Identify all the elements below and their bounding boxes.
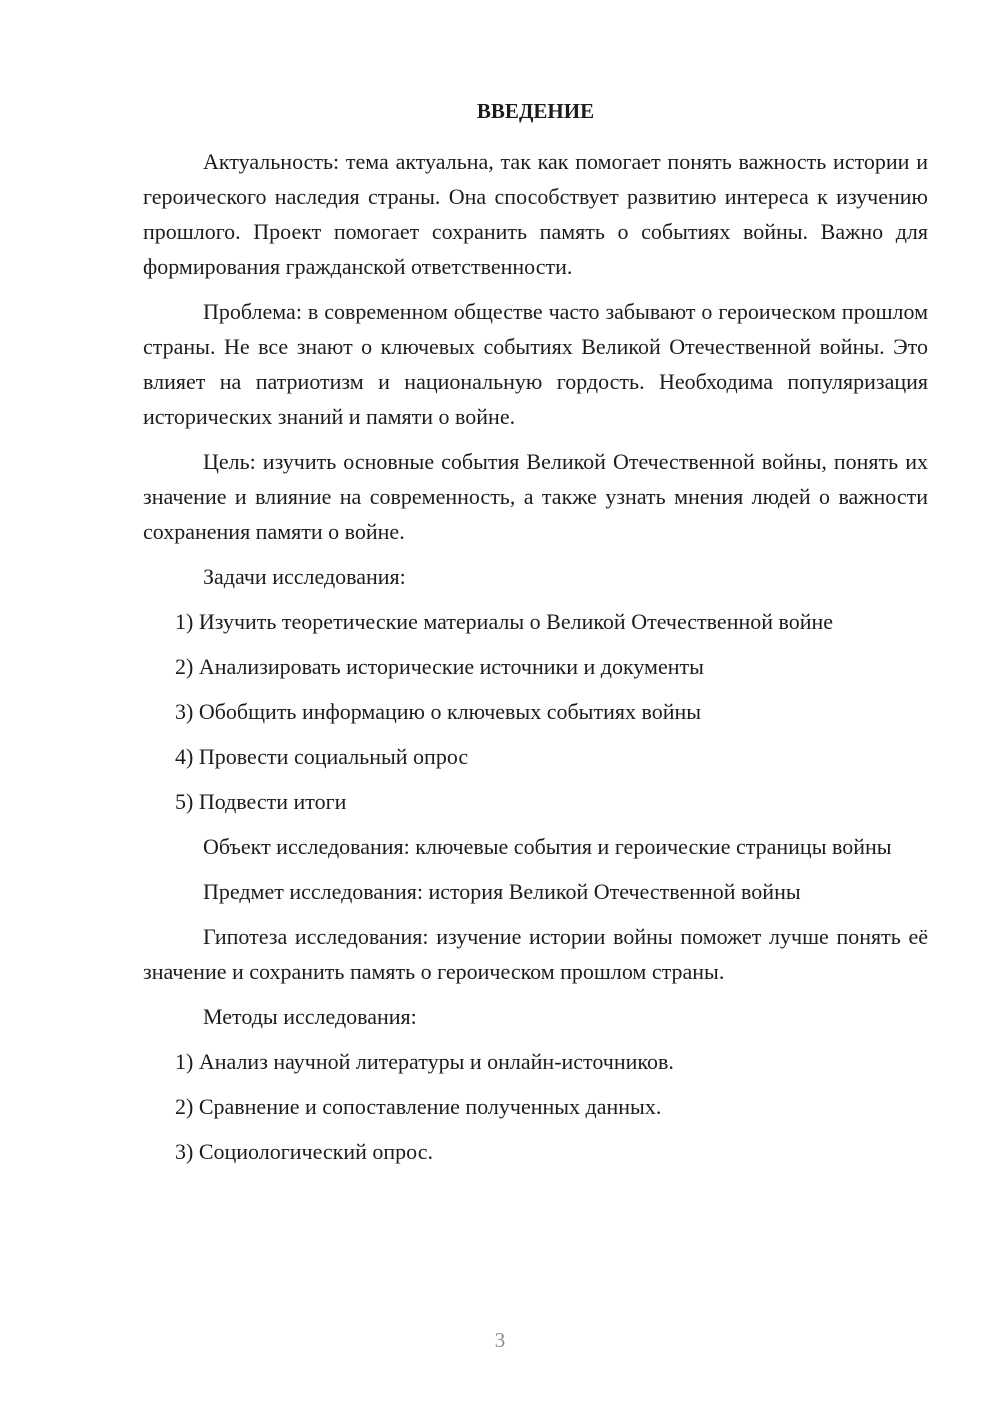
list-item: 2) Анализировать исторические источники и документы [175, 654, 704, 679]
methods-list [143, 1044, 928, 1169]
tasks-list [143, 604, 928, 819]
goal-paragraph: Цель: изучить основные события Великой Отечественной войны, понять их значение и влияние на современность, а также узнать мнения людей о важности сохранения памяти о войне. [143, 449, 928, 544]
methods-heading: Методы исследования: [203, 1004, 417, 1029]
list-item: 4) Провести социальный опрос [175, 744, 469, 769]
list-item: 5) Подвести итоги [175, 789, 347, 814]
document-page [143, 94, 928, 1179]
tasks-heading: Задачи исследования: [203, 564, 406, 589]
hypothesis-paragraph: Гипотеза исследования: изучение истории войны поможет лучше понять её значение и сохранить память о героическом прошлом страны. [143, 924, 928, 984]
list-item: 1) Анализ научной литературы и онлайн-источников. [175, 1049, 674, 1074]
object-paragraph: Объект исследования: ключевые события и героические страницы войны [203, 834, 892, 859]
subject-paragraph: Предмет исследования: история Великой Отечественной войны [203, 879, 801, 904]
list-item: 1) Изучить теоретические материалы о Великой Отечественной войне [175, 609, 834, 634]
list-item: 2) Сравнение и сопоставление полученных данных. [175, 1094, 662, 1119]
relevance-paragraph: Актуальность: тема актуальна, так как помогает понять важность истории и героического наследия страны. Она способствует развитию интереса к изучению прошлого. Проект помогает сохранить память о событиях войны. Важно для формирования гражданской ответственности. [143, 149, 928, 279]
section-title: ВВЕДЕНИЕ [476, 99, 595, 123]
page-number: 3 [494, 1328, 506, 1352]
list-item: 3) Обобщить информацию о ключевых событиях войны [175, 699, 702, 724]
problem-paragraph: Проблема: в современном обществе часто забывают о героическом прошлом страны. Не все знают о ключевых событиях Великой Отечественной войны. Это влияет на патриотизм и национальную гордость. Необходима популяризация исторических знаний и памяти о войне. [143, 299, 928, 429]
list-item: 3) Социологический опрос. [175, 1139, 433, 1164]
